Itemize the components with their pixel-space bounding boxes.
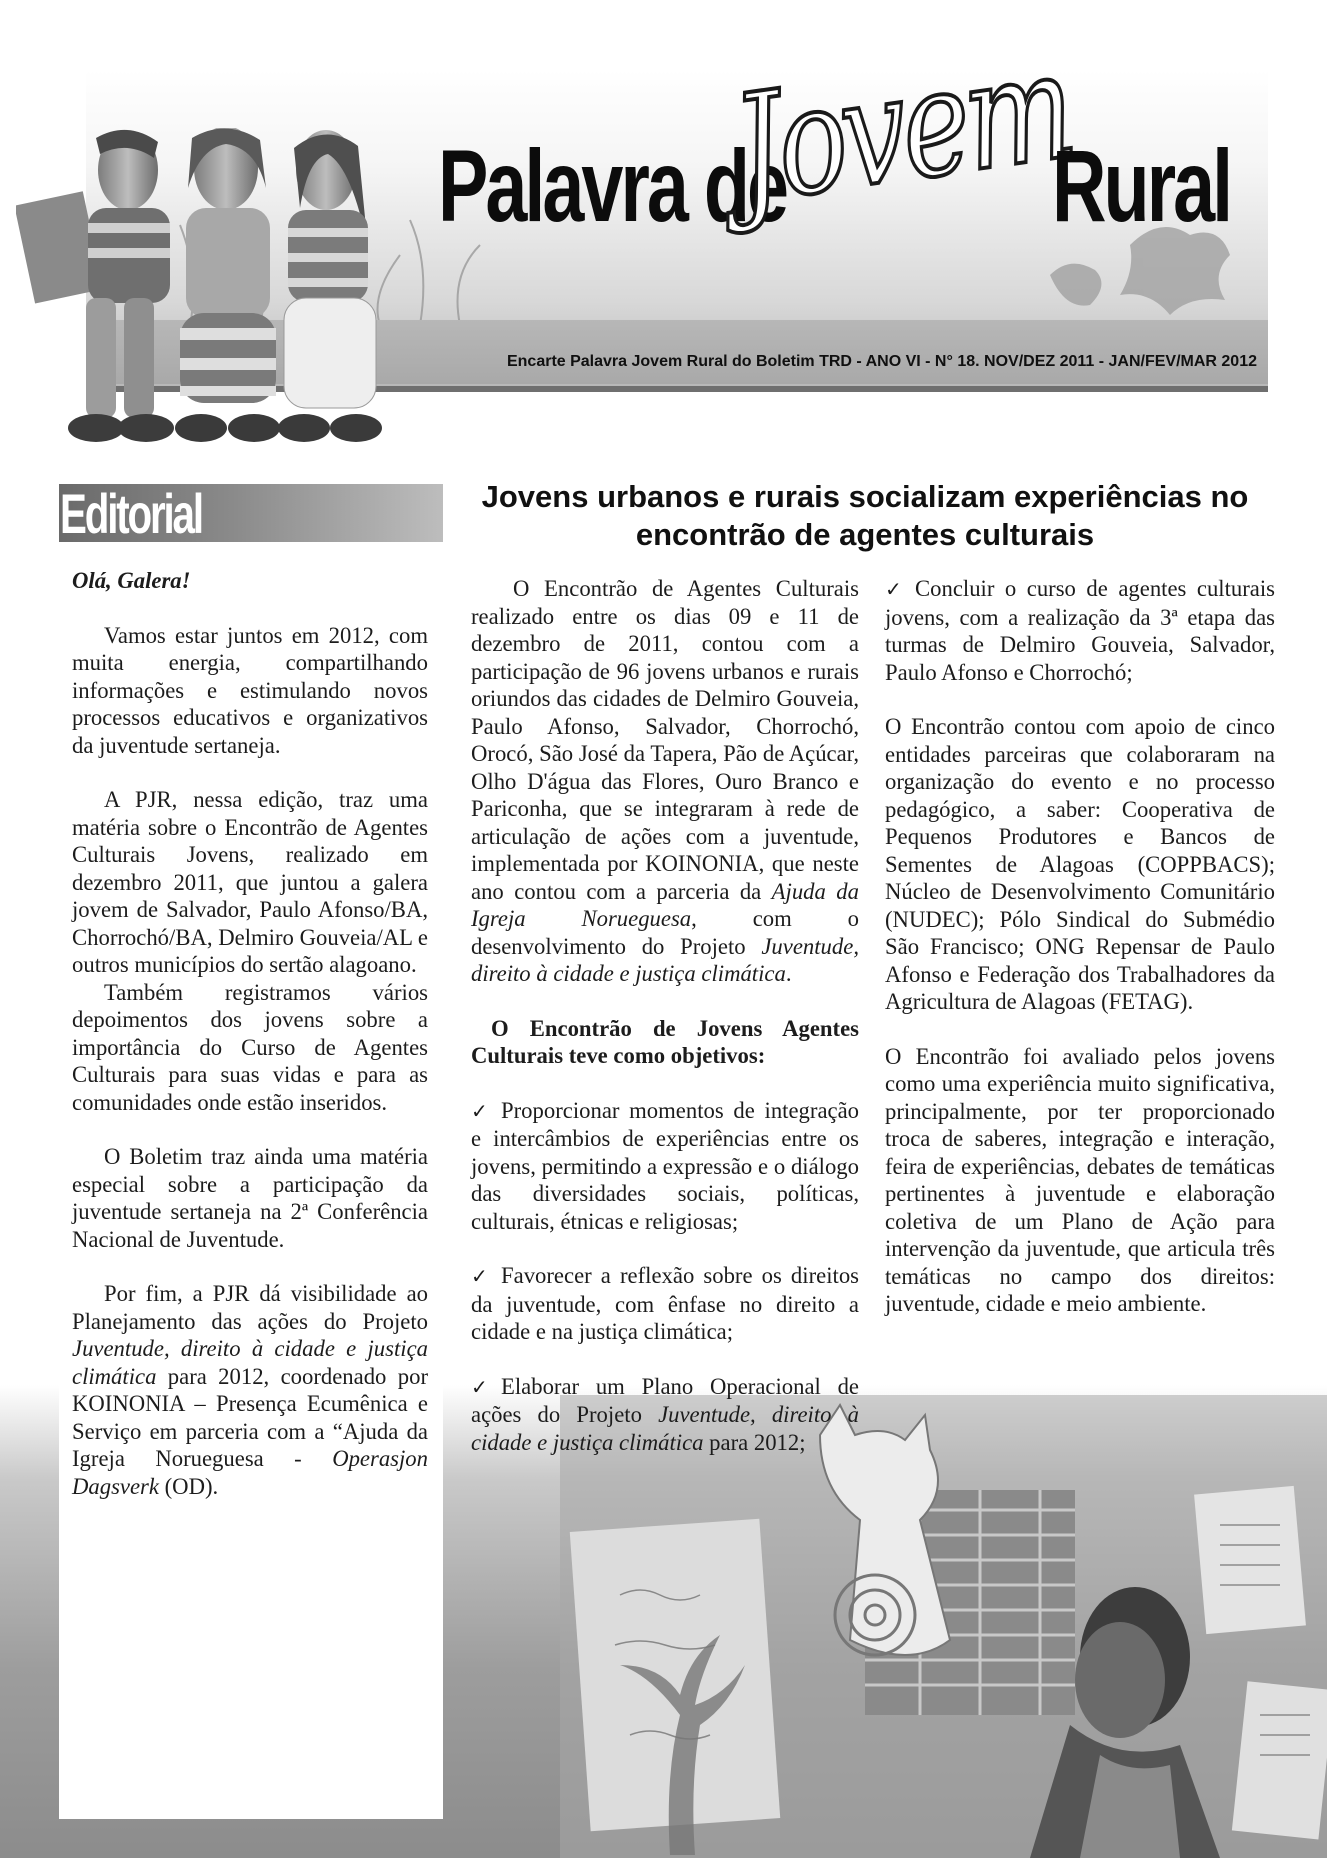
editorial-paragraph: A PJR, nessa edição, traz uma matéria sobre o Encontrão de Agentes Culturais Jovens, realizado em dezembro 2011, que juntou a galera jovem de Salvador, Paulo Afonso/BA, Chorrochó/BA, Delmiro Gouveia/AL e outros municípios do sertão alagoano. [72, 787, 428, 977]
objective-item [471, 1373, 859, 1457]
editorial-paragraph [72, 1280, 428, 1500]
objective-text: Favorecer a reflexão sobre os direitos da juventude, com ênfase no direito a cidade e na justiça climática; [471, 1263, 859, 1344]
checkmark-icon: ✓ [471, 1098, 488, 1123]
article-column-2 [885, 575, 1275, 1345]
text-run-italic: Operasjon Dagsverk [72, 1446, 428, 1499]
text-run: , com o desenvolvimento do Projeto [471, 906, 859, 959]
editorial-paragraph: Também registramos vários depoimentos dos jovens sobre a importância do Curso de Agentes Culturais para suas vidas e para as comunidades onde estão inseridos. [72, 979, 428, 1115]
text-run-italic: Juventude, direito à cidade e justiça climática [471, 1402, 859, 1455]
article-paragraph: O Encontrão contou com apoio de cinco entidades parceiras que colaboraram na organização do evento e no processo pedagógico, a saber: Cooperativa de Pequenos Produtores e Bancos de Sementes de Alagoas (COPPBACS); Núcleo de Desenvolvimento Comunitário (NUDEC); Pólo Sindical do Submédio São Francisco; ONG Repensar de Paulo Afonso e Federação dos Trabalhadores da Agricultura de Alagoas (FETAG). [885, 714, 1275, 1014]
objective-text: Elaborar um Plano Operacional de ações do Projeto [471, 1373, 859, 1427]
article-paragraph: O Encontrão foi avaliado pelos jovens como uma experiência muito significativa, principalmente, por ter proporcionado troca de saberes, integração e interação, feira de experiências, debates de temáticas pertinentes à juventude e elaboração coletiva de um Plano de Ação para intervenção da juventude, que articula três temáticas no campo dos direitos: juventude, cidade e meio ambiente. [885, 1043, 1275, 1316]
objective-text: Concluir o curso de agentes culturais jovens, com a realização da 3ª etapa das turmas de Delmiro Gouveia, Salvador, Paulo Afonso e Chorrochó; [885, 576, 1275, 685]
objective-item [471, 1097, 859, 1236]
objective-text: Proporcionar momentos de integração e intercâmbios de experiências entre os jovens, permitindo a expressão e o diálogo das diversidades sociais, políticas, culturais, étnicas e religiosas; [471, 1097, 859, 1234]
text-run: . [785, 961, 792, 986]
text-run-italic: Juventude, direito à cidade e justiça climática [471, 933, 859, 986]
masthead-title-right: Rural [1052, 129, 1231, 243]
checkmark-icon: ✓ [885, 577, 902, 601]
text-run: O Encontrão de Agentes Culturais realizado entre os dias 09 e 11 de dezembro de 2011, contou com a participação de 96 jovens urbanos e rurais oriundos das cidades de Delmiro Gouveia, Paulo Afonso, Salvador, Chorrochó, Orocó, São José da Tapera, Pão de Açúcar, Olho D'água das Flores, Ouro Branco e Pariconha, que se integraram à rede de articulação de ações com a juventude, implementada por KOINONIA, que neste ano contou com a parceria da [471, 576, 859, 904]
text-run: (OD). [158, 1473, 219, 1499]
text-run: para 2012, coordenado por KOINONIA – Presença Ecumênica e Serviço em parceria com a “Ajuda da Igreja Norueguesa - [72, 1363, 428, 1471]
editorial-greeting: Olá, Galera! [72, 568, 191, 593]
masthead-title-left: Palavra de [438, 129, 787, 243]
text-run: Por fim, a PJR dá visibilidade ao Planejamento das ações do Projeto [72, 1281, 428, 1334]
checkmark-icon: ✓ [471, 1374, 488, 1399]
text-run-italic: Ajuda da Igreja Norueguesa [471, 878, 859, 931]
article-headline: Jovens urbanos e rurais socializam experiências no encontrão de agentes culturais [481, 479, 1249, 552]
editorial-paragraph: Vamos estar juntos em 2012, com muita energia, compartilhando informações e estimulando novos processos educativos e organizativos da juventude sertaneja. [72, 622, 428, 758]
objectives-heading: O Encontrão de Jovens Agentes Culturais teve como objetivos: [471, 1015, 859, 1068]
objective-item [885, 575, 1275, 686]
issue-line: Encarte Palavra Jovem Rural do Boletim TRD - ANO VI - N° 18. NOV/DEZ 2011 - JAN/FEV/MAR 2012 [506, 353, 1257, 370]
objective-text: para 2012; [703, 1429, 806, 1455]
text-run-italic: Juventude, direito à cidade e justiça climática [72, 1336, 428, 1389]
masthead-title-script: Jovem [724, 19, 1081, 237]
objective-item [471, 1262, 859, 1346]
editorial-heading: Editorial [60, 482, 202, 545]
editorial-paragraph: O Boletim traz ainda uma matéria especial sobre a participação da juventude sertaneja na 2ª Conferência Nacional de Juventude. [72, 1144, 428, 1252]
article-intro [471, 575, 859, 988]
checkmark-icon: ✓ [471, 1264, 488, 1288]
editorial-body [72, 567, 428, 1527]
clay-figures-illustration [16, 128, 426, 463]
article-column-1 [471, 575, 859, 1483]
